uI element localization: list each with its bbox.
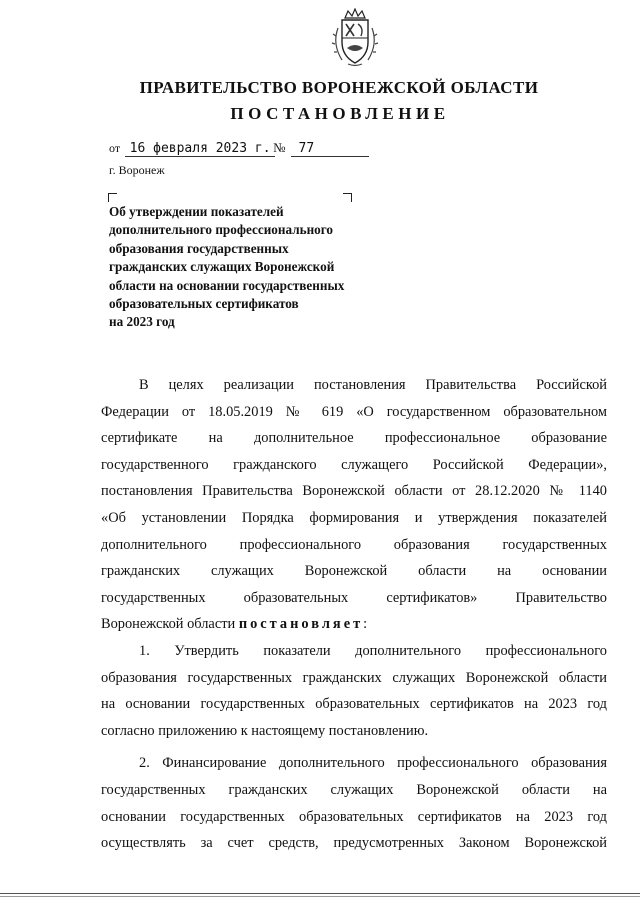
item-2-line: государственных гражданских служащих Воронежской области на xyxy=(101,781,607,798)
decree-colon: : xyxy=(363,616,368,633)
preamble-line: государственных образовательных сертификатов» Правительство xyxy=(101,589,607,606)
preamble-line: «Об установлении Порядка формирования и утверждения показателей xyxy=(101,509,607,526)
document-number: 77 xyxy=(291,142,369,157)
date-prefix: от xyxy=(109,141,121,155)
preamble-line: дополнительного профессионального образования государственных xyxy=(101,536,607,553)
decree-word: постановляет xyxy=(238,616,364,633)
coat-of-arms-icon xyxy=(328,8,382,68)
document-type: ПОСТАНОВЛЕНИЕ xyxy=(230,104,450,123)
subject-line: Об утверждении показателей xyxy=(109,204,284,219)
item-2-line: осуществлять за счет средств, предусмотренных Законом Воронежской xyxy=(101,835,607,852)
item-1-line: согласно приложению к настоящему постановлению. xyxy=(101,722,429,739)
document-body xyxy=(101,372,607,857)
preamble-line: государственного гражданского служащего Российской Федерации», xyxy=(101,456,607,473)
organization-title: ПРАВИТЕЛЬСТВО ВОРОНЕЖСКОЙ ОБЛАСТИ xyxy=(139,78,539,97)
subject-line: дополнительного профессионального xyxy=(109,222,334,238)
city: г. Воронеж xyxy=(109,163,165,177)
preamble-line: постановления Правительства Воронежской области от 28.12.2020 № 1140 xyxy=(101,483,607,500)
item-1-line: 1. Утвердить показатели дополнительного профессионального xyxy=(139,642,607,659)
preamble-end-text: Воронежской области xyxy=(101,616,236,633)
subject-corner-left xyxy=(108,193,117,202)
subject-line: гражданских служащих Воронежской xyxy=(109,259,335,275)
item-1-line: образования государственных гражданских служащих Воронежской области xyxy=(101,669,607,686)
item-2-line: основании государственных образовательных сертификатов на 2023 год xyxy=(101,808,607,825)
subject-line: образовательных сертификатов xyxy=(109,296,299,312)
subject-line: области на основании государственных xyxy=(109,277,345,293)
scan-edge-line xyxy=(0,893,640,894)
date-number-line xyxy=(109,140,369,157)
document-date: 16 февраля 2023 г. xyxy=(125,142,275,157)
preamble-line: В целях реализации постановления Правительства Российской xyxy=(139,377,607,393)
document-subject xyxy=(109,203,399,332)
scan-edge-line xyxy=(0,896,640,897)
preamble-ending xyxy=(101,611,607,638)
subject-line: образования государственных xyxy=(109,240,289,256)
item-2-line: 2. Финансирование дополнительного профессионального образования xyxy=(139,755,607,772)
item-1-line: на основании государственных образовательных сертификатов на 2023 год xyxy=(101,696,607,713)
subject-corner-right xyxy=(343,193,352,202)
subject-line: на 2023 год xyxy=(109,314,175,330)
preamble-line: гражданских служащих Воронежской области на основании xyxy=(101,563,607,580)
number-sign: № xyxy=(273,140,286,155)
preamble-line: сертификате на дополнительное профессиональное образование xyxy=(101,430,607,447)
preamble-line: Федерации от 18.05.2019 № 619 «О государственном образовательном xyxy=(101,403,607,420)
